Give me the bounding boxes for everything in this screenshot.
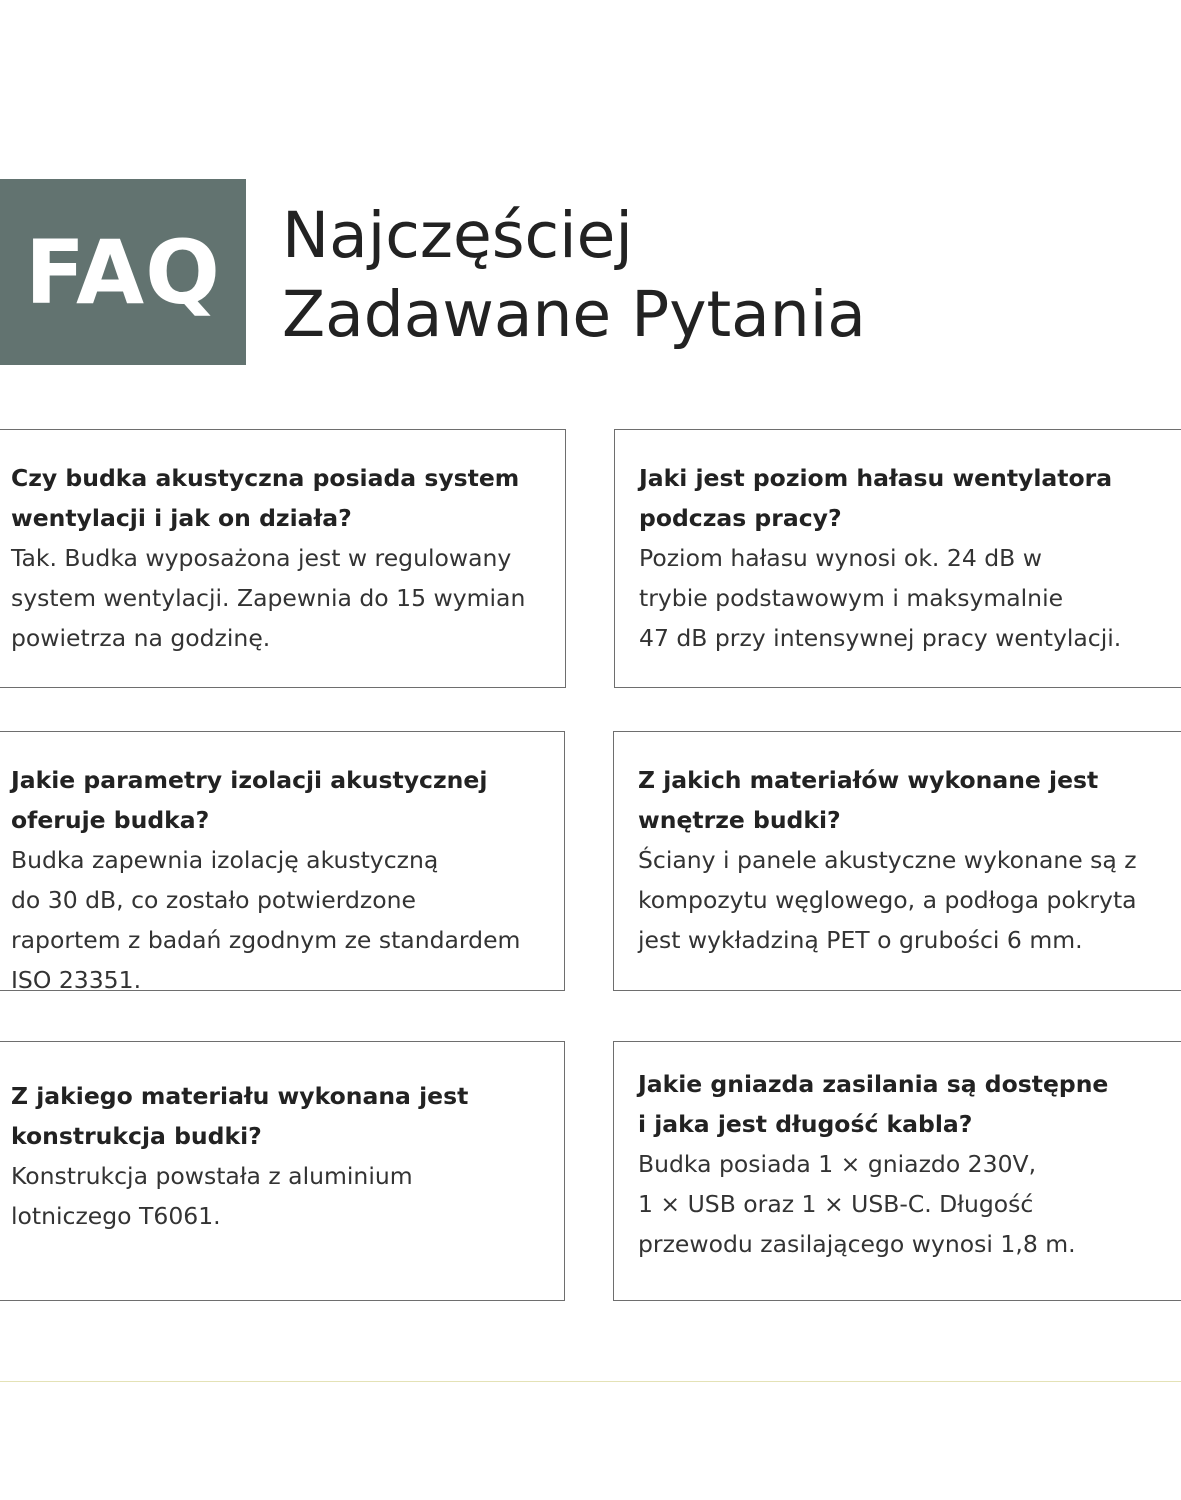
answer-line: 1 × USB oraz 1 × USB-C. Długość	[638, 1190, 1034, 1218]
faq-answer	[11, 538, 553, 658]
answer-line: Konstrukcja powstała z aluminium	[11, 1162, 413, 1190]
answer-line: Tak. Budka wyposażona jest w regulowany	[11, 544, 512, 572]
faq-card-ventilation	[0, 429, 566, 688]
question-line: Z jakiego materiału wykonana jest	[11, 1082, 469, 1110]
faq-card-fan-noise	[614, 429, 1181, 688]
faq-answer	[11, 1156, 552, 1236]
question-line: wnętrze budki?	[638, 806, 841, 834]
faq-answer	[639, 538, 1171, 658]
answer-line: Budka posiada 1 × gniazdo 230V,	[638, 1150, 1037, 1178]
page-title	[282, 196, 866, 354]
question-line: konstrukcja budki?	[11, 1122, 262, 1150]
faq-card-acoustic-isolation	[0, 731, 565, 994]
answer-line: Budka zapewnia izolację akustyczną	[11, 846, 439, 874]
answer-line: Ściany i panele akustyczne wykonane są z	[638, 846, 1137, 874]
answer-line: system wentylacji. Zapewnia do 15 wymian	[11, 584, 526, 612]
answer-line: 47 dB przy intensywnej pracy wentylacji.	[639, 624, 1122, 652]
question-line: podczas pracy?	[639, 504, 842, 532]
question-line: Jaki jest poziom hałasu wentylatora	[639, 464, 1113, 492]
faq-answer	[638, 1144, 1171, 1264]
answer-line: do 30 dB, co zostało potwierdzone	[11, 886, 416, 914]
question-line: Z jakich materiałów wykonane jest	[638, 766, 1099, 794]
answer-line: lotniczego T6061.	[11, 1202, 221, 1230]
faq-card-interior-materials	[613, 731, 1181, 991]
question-line: wentylacji i jak on działa?	[11, 504, 352, 532]
faq-question	[11, 760, 552, 840]
faq-question	[11, 1076, 552, 1156]
question-line: Jakie gniazda zasilania są dostępne	[638, 1070, 1109, 1098]
answer-line: raportem z badań zgodnym ze standardem	[11, 926, 521, 954]
answer-line: jest wykładziną PET o grubości 6 mm.	[638, 926, 1083, 954]
question-line: oferuje budka?	[11, 806, 210, 834]
faq-answer	[11, 840, 552, 1000]
answer-line: trybie podstawowym i maksymalnie	[639, 584, 1064, 612]
answer-line: przewodu zasilającego wynosi 1,8 m.	[638, 1230, 1076, 1258]
answer-line: kompozytu węglowego, a podłoga pokryta	[638, 886, 1137, 914]
title-line-2: Zadawane Pytania	[282, 278, 866, 351]
answer-line: powietrza na godzinę.	[11, 624, 271, 652]
title-line-1: Najczęściej	[282, 199, 633, 272]
answer-line: ISO 23351.	[11, 966, 142, 994]
question-line: i jaka jest długość kabla?	[638, 1110, 973, 1138]
faq-question	[638, 1064, 1171, 1144]
bottom-divider	[0, 1381, 1181, 1382]
faq-question	[11, 458, 553, 538]
faq-answer	[638, 840, 1171, 960]
faq-card-construction	[0, 1041, 565, 1301]
answer-line: Poziom hałasu wynosi ok. 24 dB w	[639, 544, 1042, 572]
faq-question	[639, 458, 1171, 538]
question-line: Jakie parametry izolacji akustycznej	[11, 766, 488, 794]
faq-card-power-sockets	[613, 1041, 1181, 1301]
faq-badge: FAQ	[0, 179, 246, 365]
question-line: Czy budka akustyczna posiada system	[11, 464, 520, 492]
faq-question	[638, 760, 1171, 840]
